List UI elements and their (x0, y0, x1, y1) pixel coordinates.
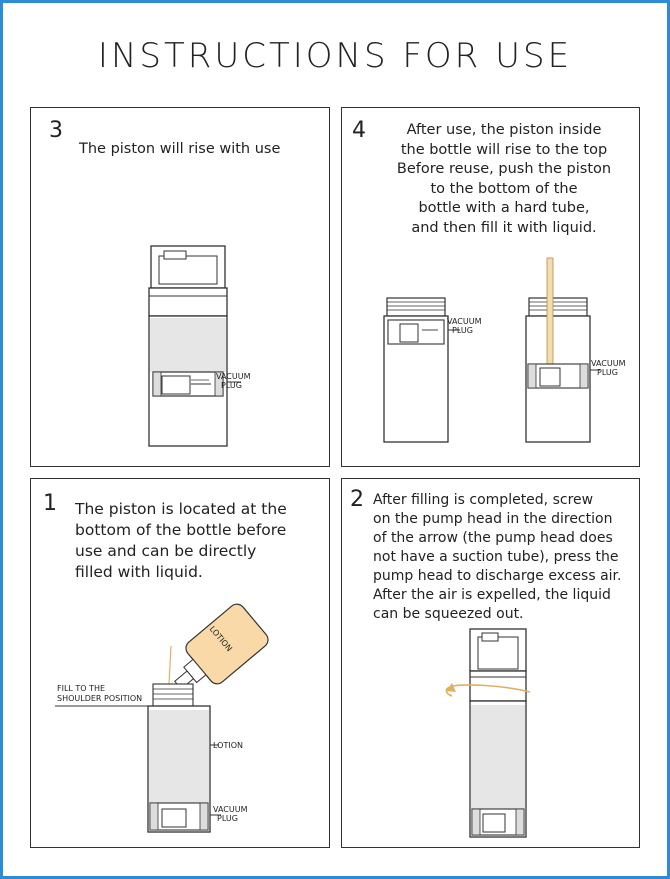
filling-illustration (31, 479, 331, 849)
vacuum-plug-label: VACUUM (447, 317, 482, 326)
vacuum-plug-label-2: PLUG (452, 326, 473, 335)
panel-step-1 (30, 478, 330, 848)
text-line: can be squeezed out. (373, 606, 524, 622)
step-number: 2 (350, 487, 364, 512)
vacuum-plug-label: VACUUM (216, 372, 251, 381)
fill-line-label-2: SHOULDER POSITION (57, 694, 143, 703)
pump-bottle-illustration (31, 108, 331, 468)
step-number: 4 (352, 118, 366, 143)
text-line: pump head to discharge excess air. (373, 568, 622, 584)
text-line: on the pump head in the direction (373, 511, 613, 527)
text-line: bottom of the bottle before (75, 521, 287, 539)
pump-assembly-illustration (342, 479, 641, 849)
vacuum-plug-label-2: PLUG (597, 368, 618, 377)
text-line: filled with liquid. (75, 563, 203, 581)
text-line: the bottle will rise to the top (400, 141, 608, 158)
text-line: to the bottom of the (430, 180, 578, 197)
panel-step-4 (341, 107, 640, 467)
text-line: The piston is located at the (75, 500, 287, 518)
panel-step-3 (30, 107, 330, 467)
text-line: bottle with a hard tube, (418, 200, 590, 216)
step-number: 1 (43, 491, 57, 516)
text-line: and then fill it with liquid. (411, 219, 597, 236)
text-line: After the air is expelled, the liquid (373, 587, 611, 603)
fill-line-label: FILL TO THE (57, 684, 106, 693)
vacuum-plug-label: VACUUM (591, 359, 626, 368)
text-line: not have a suction tube), press the (373, 549, 619, 565)
vacuum-plug-label-2: PLUG (217, 814, 238, 823)
text-line: of the arrow (the pump head does (373, 530, 613, 546)
lotion-bottle-label: LOTION (207, 624, 234, 654)
panel-step-2 (341, 478, 640, 848)
bottles-illustration (342, 108, 641, 468)
vacuum-plug-label: VACUUM (213, 805, 248, 814)
step-number: 3 (49, 118, 63, 143)
text-line: After use, the piston inside (406, 122, 602, 138)
page-title: INSTRUCTIONS FOR USE (97, 36, 573, 76)
text-line: After filling is completed, screw (373, 492, 594, 508)
text-line: use and can be directly (75, 542, 257, 560)
lotion-label: LOTION (213, 741, 243, 750)
step-text: The piston will rise with use (79, 141, 281, 157)
vacuum-plug-label-2: PLUG (221, 381, 242, 390)
text-line: Before reuse, push the piston (396, 161, 612, 177)
